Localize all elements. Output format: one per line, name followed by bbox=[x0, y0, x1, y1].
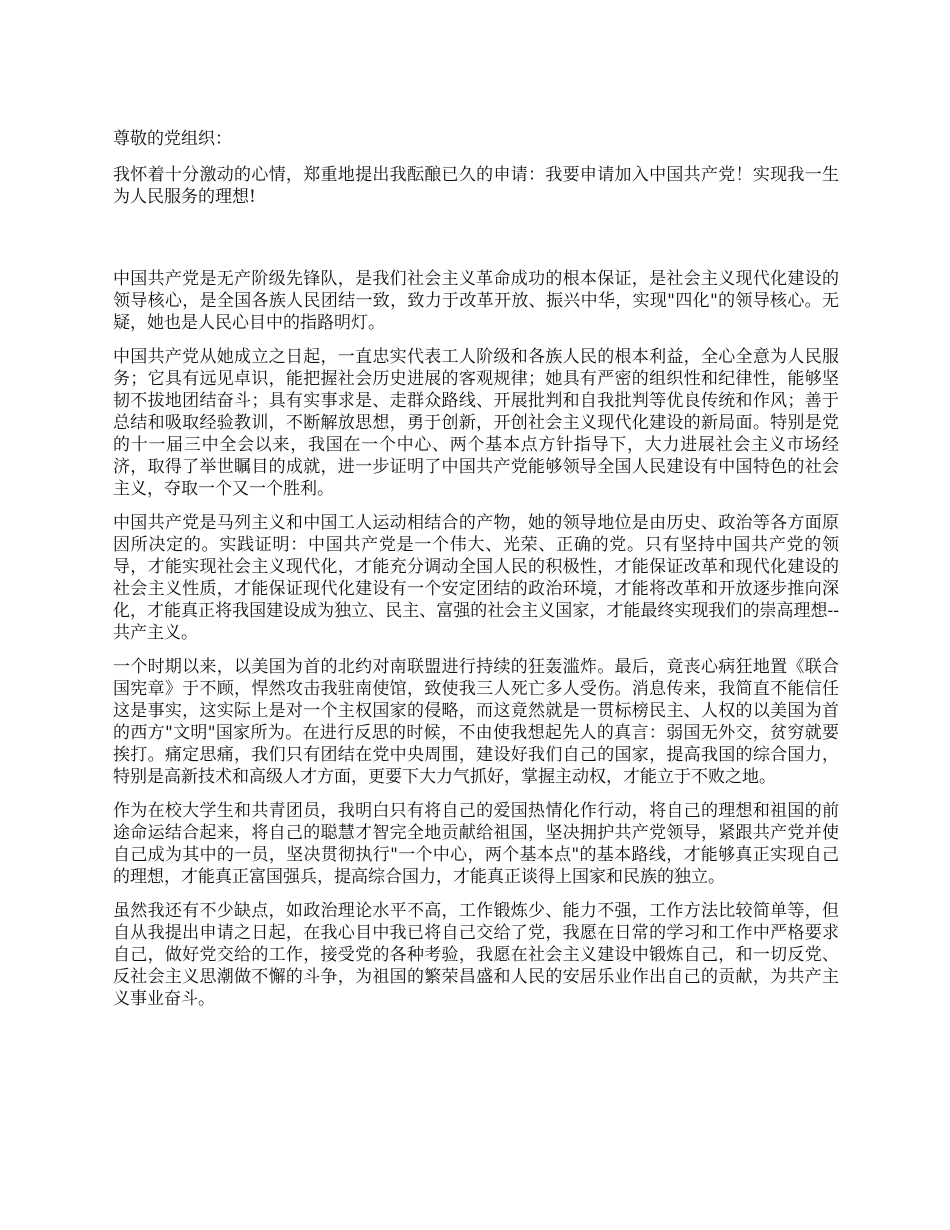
letter-page bbox=[113, 128, 839, 1022]
paragraph-6: 虽然我还有不少缺点，如政治理论水平不高，工作锻炼少、能力不强，工作方法比较简单等，但自从我提出申请之日起，在我心目中我已将自己交给了党，我愿在日常的学习和工作中严格要求自己，做好党交给的工作，接受党的各种考验，我愿在社会主义建设中锻炼自己，和一切反党、反社会主义思潮做不懈的斗争，为祖国的繁荣昌盛和人民的安居乐业作出自己的贡献，为共产主义事业奋斗。 bbox=[113, 901, 839, 1009]
salutation: 尊敬的党组织： bbox=[113, 129, 232, 149]
paragraph-5: 作为在校大学生和共青团员，我明白只有将自己的爱国热情化作行动，将自己的理想和祖国的前途命运结合起来，将自己的聪慧才智完全地贡献给祖国，坚决拥护共产党领导，紧跟共产党并使自己成为其中的一员，坚决贯彻执行"一个中心，两个基本点"的基本路线，才能够真正实现自己的理想，才能真正富国强兵，提高综合国力，才能真正谈得上国家和民族的独立。 bbox=[113, 801, 839, 887]
paragraph-3: 中国共产党是马列主义和中国工人运动相结合的产物，她的领导地位是由历史、政治等各方面原因所决定的。实践证明：中国共产党是一个伟大、光荣、正确的党。只有坚持中国共产党的领导，才能实现社会主义现代化，才能充分调动全国人民的积极性，才能保证改革和现代化建设的社会主义性质，才能保证现代化建设有一个安定团结的政治环境，才能将改革和开放逐步推向深化，才能真正将我国建设成为独立、民主、富强的社会主义国家，才能最终实现我们的崇高理想--共产主义。 bbox=[113, 513, 839, 643]
paragraph-4: 一个时期以来，以美国为首的北约对南联盟进行持续的狂轰滥炸。最后，竟丧心病狂地置《联合国宪章》于不顾，悍然攻击我驻南使馆，致使我三人死亡多人受伤。消息传来，我简直不能信任这是事实，这实际上是对一个主权国家的侵略，而这竟然就是一贯标榜民主、人权的以美国为首的西方"文明"国家所为。在进行反思的时候，不由使我想起先人的真言：弱国无外交，贫穷就要挨打。痛定思痛，我们只有团结在党中央周围，建设好我们自己的国家，提高我国的综合国力，特别是高新技术和高级人才方面，更要下大力气抓好，掌握主动权，才能立于不败之地。 bbox=[113, 657, 839, 787]
paragraph-2: 中国共产党从她成立之日起，一直忠实代表工人阶级和各族人民的根本利益，全心全意为人民服务；它具有远见卓识，能把握社会历史进展的客观规律；她具有严密的组织性和纪律性，能够坚韧不拔地团结奋斗；具有实事求是、走群众路线、开展批判和自我批判等优良传统和作风；善于总结和吸取经验教训，不断解放思想，勇于创新，开创社会主义现代化建设的新局面。特别是党的十一届三中全会以来，我国在一个中心、两个基本点方针指导下，大力进展社会主义市场经济，取得了举世瞩目的成就，进一步证明了中国共产党能够领导全国人民建设有中国特色的社会主义，夺取一个又一个胜利。 bbox=[113, 347, 839, 499]
opening-paragraph: 我怀着十分激动的心情，郑重地提出我酝酿已久的申请：我要申请加入中国共产党！实现我一生为人民服务的理想! bbox=[113, 165, 839, 207]
paragraph-1: 中国共产党是无产阶级先锋队，是我们社会主义革命成功的根本保证，是社会主义现代化建设的领导核心，是全国各族人民团结一致，致力于改革开放、振兴中华，实现"四化"的领导核心。无疑，她也是人民心目中的指路明灯。 bbox=[113, 269, 839, 333]
